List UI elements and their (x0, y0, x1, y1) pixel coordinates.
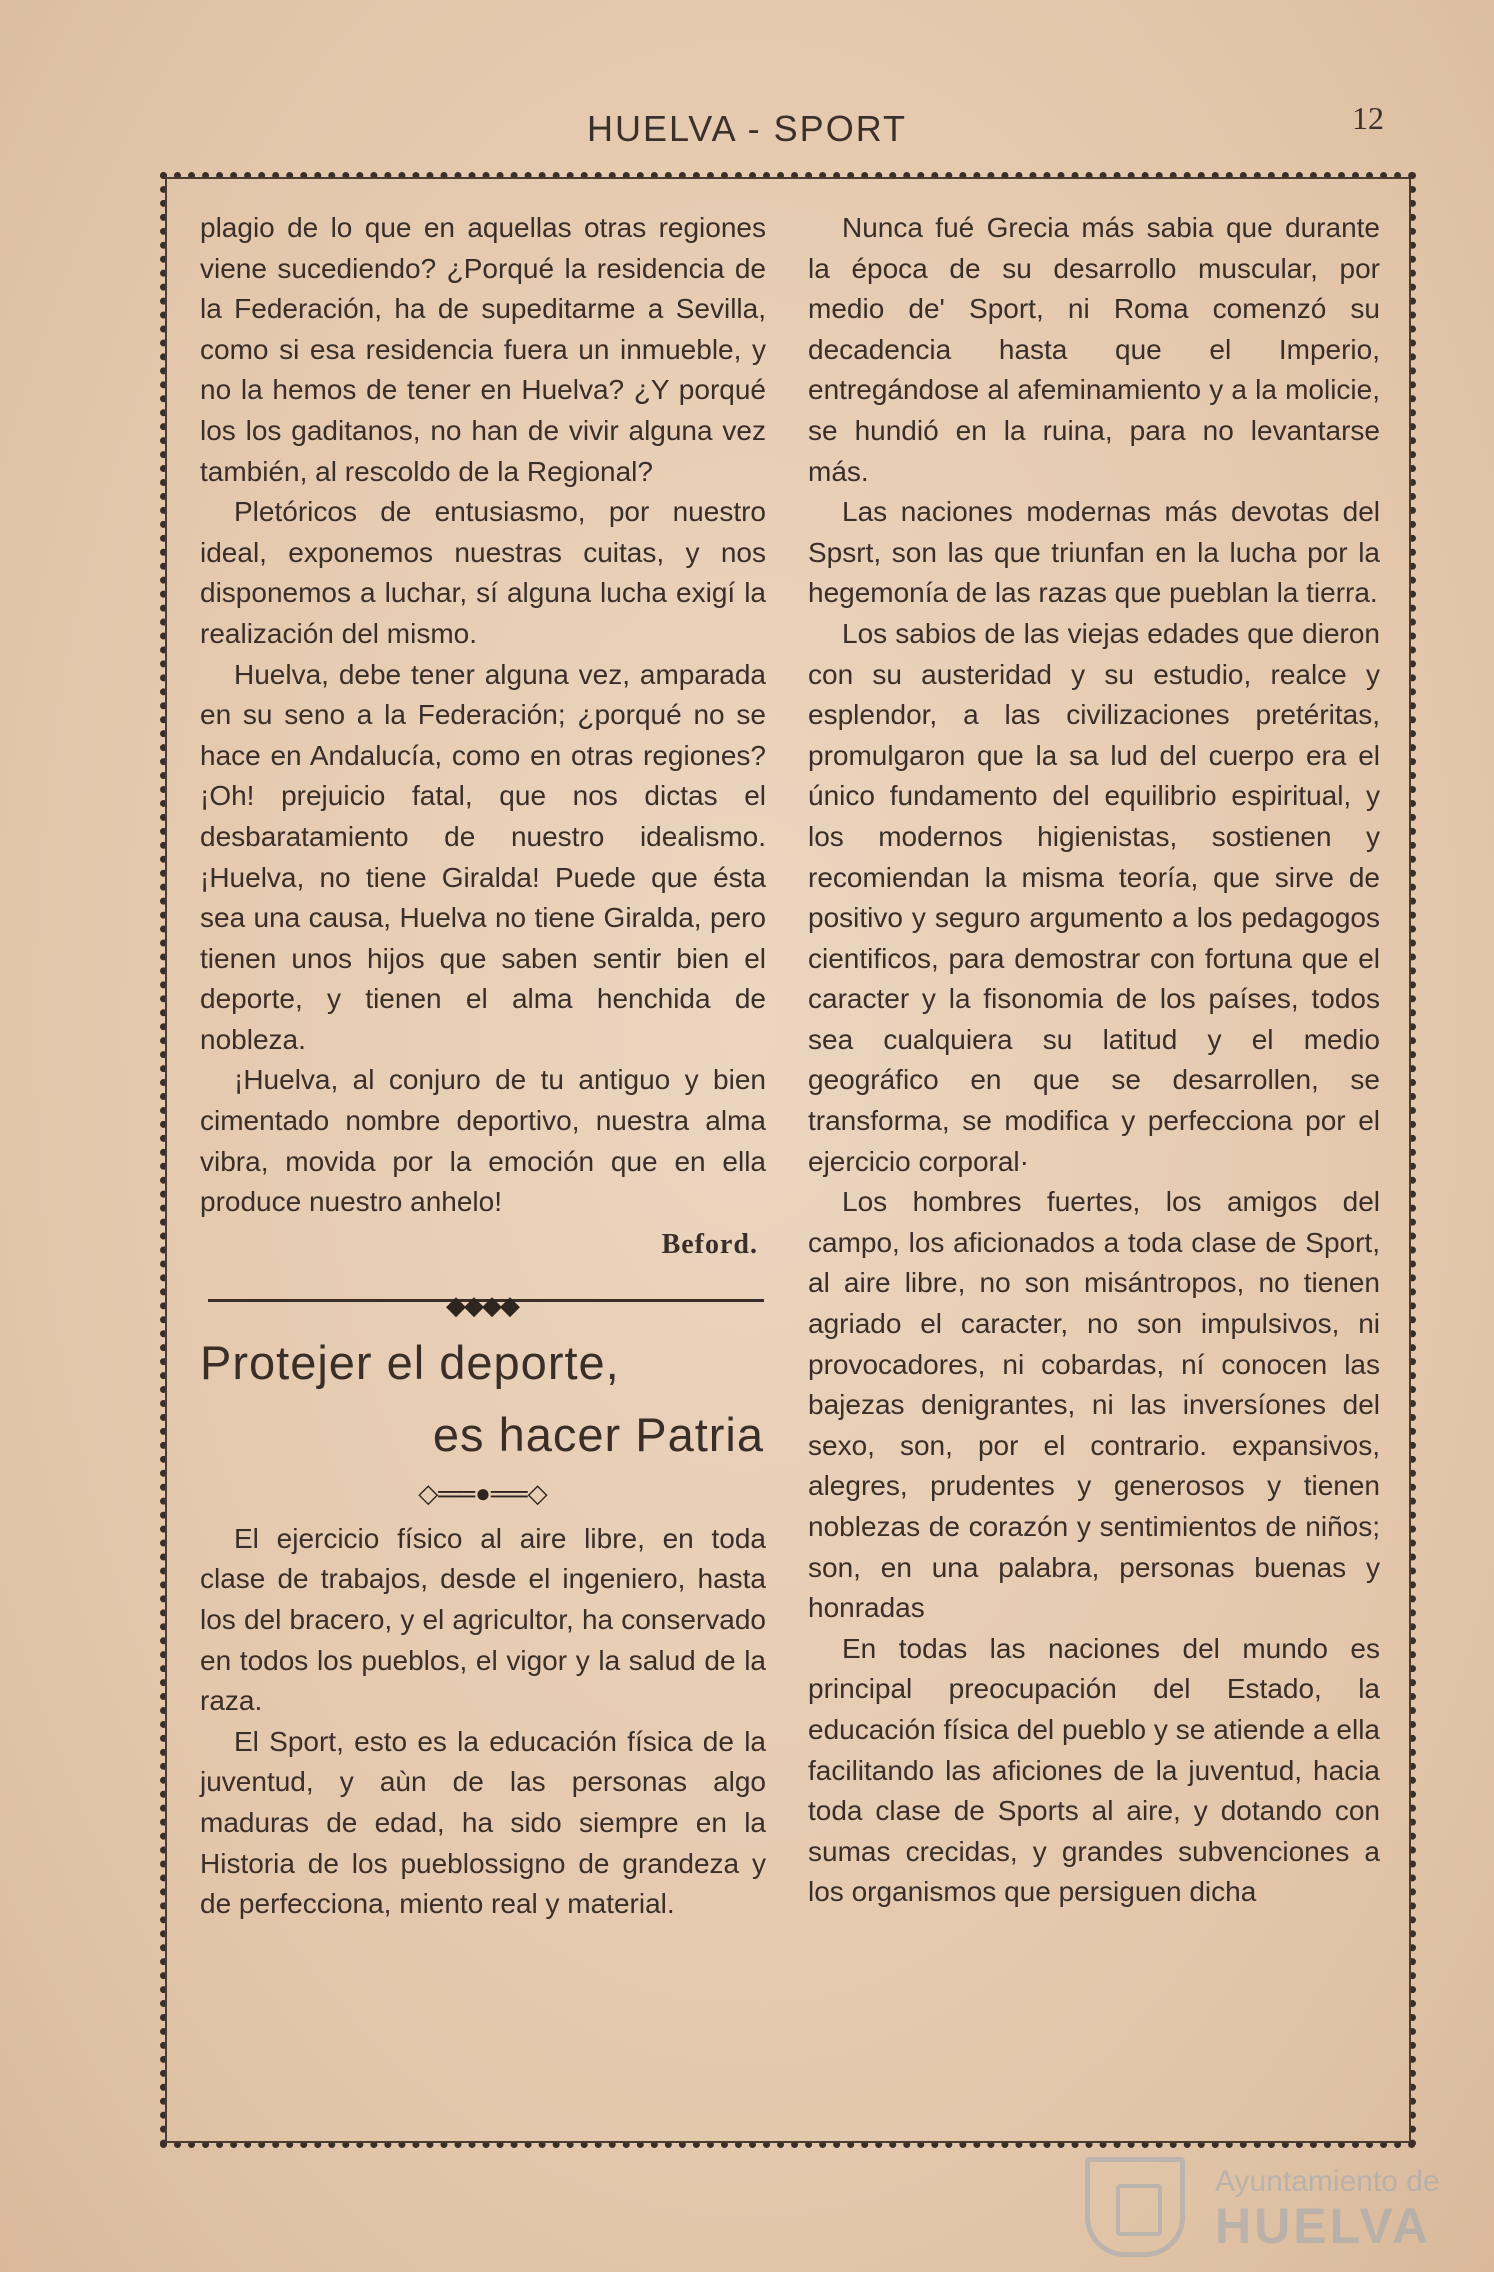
article-title-line-1: Protejer el deporte, (200, 1335, 620, 1389)
watermark-line-1: Ayuntamiento de (1215, 2165, 1440, 2198)
page-number: 12 (1352, 100, 1384, 136)
article-paragraph-2: El Sport, esto es la educación física de la juventud, y aùn de las personas algo maduras de edad, ha sido siempre en la Historia de los pueblossigno de grandeza y de perfecciona, miento real y material. (200, 1725, 766, 1920)
left-paragraph-4: ¡Huelva, al conjuro de tu antiguo y bien cimentado nombre deportivo, nuestra alma vibra, movida por la emoción que en ella produce nuestro anhelo! (200, 1064, 766, 1218)
left-column (200, 208, 766, 1925)
article-paragraph-1: El ejercicio físico al aire libre, en toda clase de trabajos, desde el ingeniero, hasta los del bracero, y el agricultor, ha conservado en todos los pueblos, el vigor y la salud de la raza. (200, 1522, 766, 1717)
section-divider (208, 1277, 764, 1320)
right-paragraph-3: Los sabios de las viejas edades que dieron con su austeridad y su estudio, realce y esplendor, a las civilizaciones pretéritas, promulgaron que la sa lud del cuerpo era el único fundamento del equilibrio espiritual, y los modernos higienistas, sostienen y recomiendan la misma teoría, que sirve de positivo y seguro argumento a los pedagogos cientificos, para demostrar con fortuna que el caracter y la fisonomia de los países, todos sea cualquiera su latitud y el medio geográfico en que se desarrollen, se transforma, se modifica y perfecciona por el ejercicio corporal· (808, 617, 1380, 1177)
article-title-line-2: es hacer Patria (432, 1407, 764, 1461)
watermark (1085, 2145, 1440, 2255)
city-crest-icon (1085, 2157, 1185, 2257)
right-paragraph-5: En todas las naciones del mundo es principal preocupación del Estado, la educación física del pueblo y se atiende a ella facilitando las aficiones de la juventud, hacia toda clase de Sports al aire, y dotando con sumas crecidas, y grandes subvenciones a los organismos que persiguen dicha (808, 1632, 1380, 1908)
right-column (808, 208, 1380, 1913)
page-header-title: HUELVA - SPORT (586, 108, 908, 149)
left-paragraph-1: plagio de lo que en aquellas otras regiones viene sucediendo? ¿Porqué la residencia de la Federación, ha de supeditarme a Sevilla, como si esa residencia fuera un inmueble, y no la hemos de tener en Huelva? ¿Y porqué los los gaditanos, no han de vivir alguna vez también, al rescoldo de la Regional? (200, 212, 766, 487)
title-ornament-icon: ◇══●══◇ (418, 1477, 548, 1508)
left-paragraph-2: Pletóricos de entusiasmo, por nuestro ideal, exponemos nuestras cuitas, y nos disponemos a luchar, sí alguna lucha exigí la realización del mismo. (200, 496, 766, 649)
divider-ornament-icon: ◆◆◆◆ (446, 1289, 518, 1320)
left-paragraph-3: Huelva, debe tener alguna vez, amparada en su seno a la Federación; ¿porqué no se hace en Andalucía, como en otras regiones? ¡Oh! prejuicio fatal, que nos dictas el desbaratamiento de nuestro idealismo. ¡Huelva, no tiene Giralda! Puede que ésta sea una causa, Huelva no tiene Giralda, pero tienen unos hijos que saben sentir bien el deporte, y tienen el alma henchida de nobleza. (200, 658, 766, 1055)
article-title (200, 1327, 766, 1471)
watermark-line-2: HUELVA (1215, 2198, 1432, 2254)
right-paragraph-4: Los hombres fuertes, los amigos del campo, los aficionados a toda clase de Sport, al aire libre, no son misántropos, no tienen agriado el caracter, no son impulsivos, ni provocadores, ni cobardas, ní conocen las bajezas denigrantes, ni las inversíones del sexo, son, por el contrario. expansivos, alegres, prudentes y generosos y tienen noblezas de corazón y sentimientos de niños; son, en una palabra, personas buenas y honradas (808, 1186, 1380, 1624)
author-signature: Beford. (661, 1228, 758, 1260)
right-paragraph-1: Nunca fué Grecia más sabia que durante la época de su desarrollo muscular, por medio de' Sport, ni Roma comenzó su decadencia hasta que el Imperio, entregándose al afeminamiento y a la molicie, se hundió en la ruina, para no levantarse más. (808, 212, 1380, 487)
right-paragraph-2: Las naciones modernas más devotas del Spsrt, son las que triunfan en la lucha por la hegemonía de las razas que pueblan la tierra. (808, 496, 1380, 609)
